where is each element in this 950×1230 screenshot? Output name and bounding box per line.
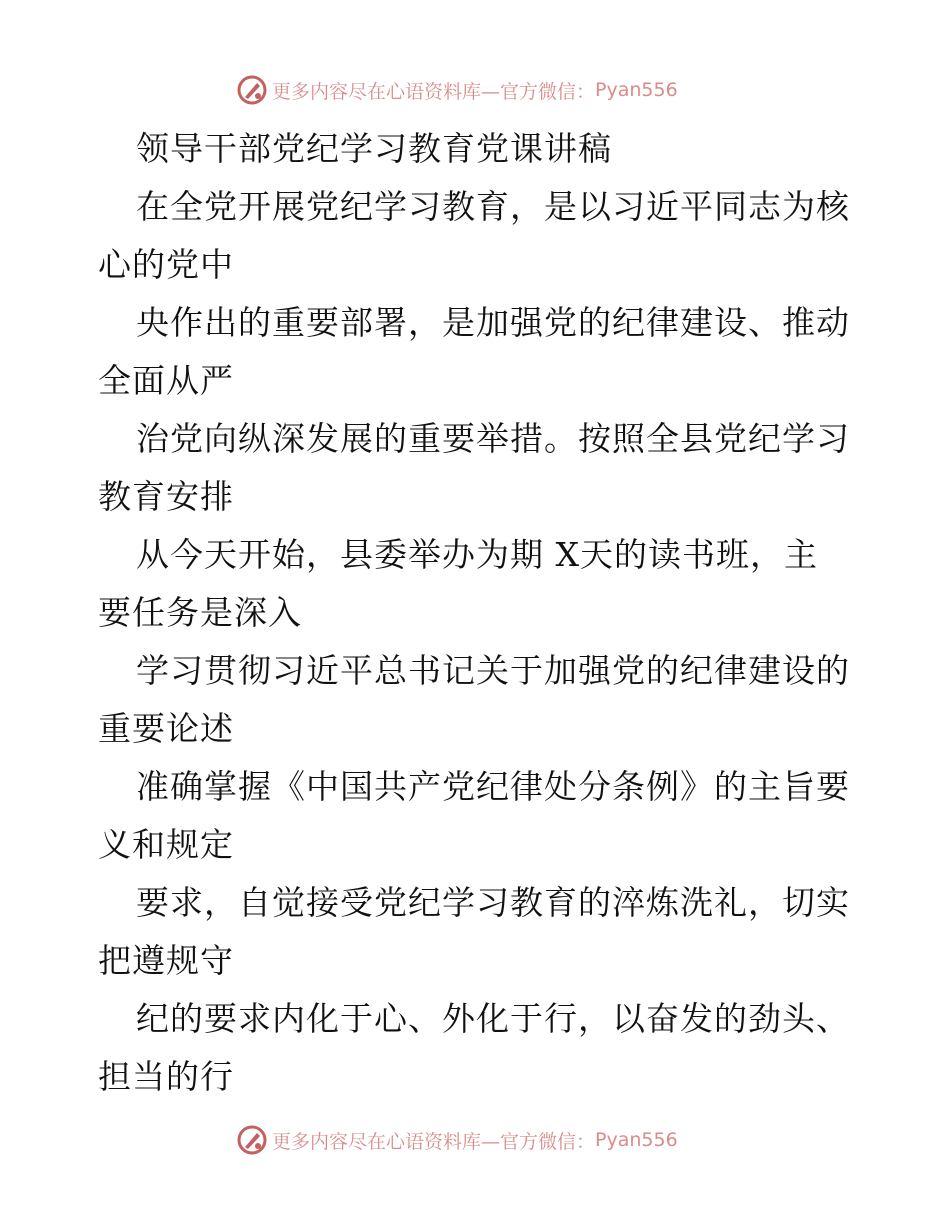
text-line: 纪的要求内化于心、外化于行，以奋发的劲头、 <box>136 999 850 1038</box>
text-line: 领导干部党纪学习教育党课讲稿 <box>136 129 612 168</box>
watermark-text: 更多内容尽在心语资料库—官方微信： <box>272 1130 596 1153</box>
text-line: 要任务是深入 <box>98 593 302 632</box>
pen-logo-icon <box>236 74 268 106</box>
text-line: 要求，自觉接受党纪学习教育的淬炼洗礼，切实 <box>136 883 850 922</box>
text-line: 学习贯彻习近平总书记关于加强党的纪律建设的 <box>136 651 850 690</box>
text-line: 治党向纵深发展的重要举措。按照全县党纪学习 <box>136 419 850 458</box>
pen-logo-icon <box>236 1124 268 1156</box>
text-line: 教育安排 <box>98 477 234 516</box>
text-line: 心的党中 <box>98 245 234 284</box>
watermark-text: 更多内容尽在心语资料库—官方微信： <box>272 80 596 103</box>
text-line: 从今天开始，县委举办为期 X天的读书班，主 <box>136 535 818 574</box>
text-line: 担当的行 <box>98 1057 234 1096</box>
text-line: 央作出的重要部署，是加强党的纪律建设、推动 <box>136 303 850 342</box>
watermark-wechat-id: Pyan556 <box>595 1129 678 1151</box>
watermark-wechat-id: Pyan556 <box>595 79 678 101</box>
text-line: 重要论述 <box>98 709 234 748</box>
document-body <box>98 120 858 1106</box>
text-line: 在全党开展党纪学习教育，是以习近平同志为核 <box>136 187 850 226</box>
footer-watermark <box>236 1123 716 1157</box>
header-watermark <box>236 73 716 107</box>
text-line: 准确掌握《中国共产党纪律处分条例》的主旨要 <box>136 767 850 806</box>
text-line: 把遵规守 <box>98 941 234 980</box>
text-line: 义和规定 <box>98 825 234 864</box>
text-line: 全面从严 <box>98 361 234 400</box>
